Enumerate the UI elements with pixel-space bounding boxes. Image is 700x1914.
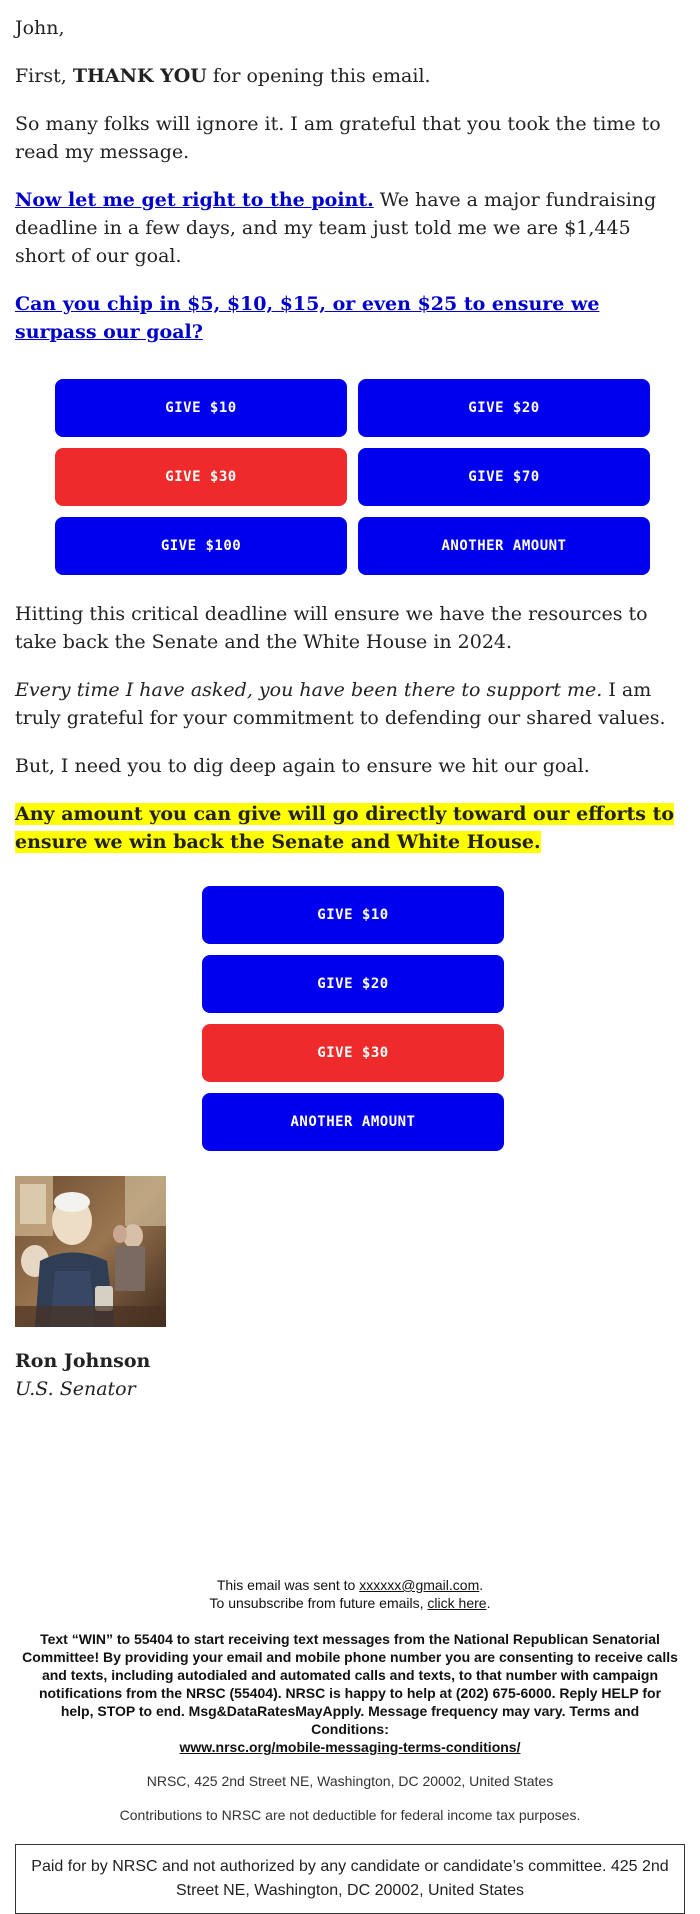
footer-address: NRSC, 425 2nd Street NE, Washington, DC 20002, United States — [146, 1773, 554, 1789]
deadline-paragraph: Hitting this critical deadline will ensure we have the resources to take back the Senate and the White House in 2024. — [15, 603, 648, 653]
footer — [0, 1576, 700, 1824]
give-70-button[interactable]: GIVE $70 — [358, 448, 650, 506]
unsubscribe-pre: To unsubscribe from future emails, — [209, 1595, 428, 1611]
give-10-button[interactable]: GIVE $10 — [55, 379, 347, 437]
support-italic: Every time I have asked, you have been there to support me. — [15, 679, 603, 701]
give-30-button-secondary[interactable]: GIVE $30 — [202, 1024, 504, 1082]
text-notice-body: Text “WIN” to 55404 to start receiving text messages from the National Republican Senatorial Committee! By providing your email and mobile phone number you are consenting to receive calls and texts, including autodialed and automated calls and texts, to that number with campaign notifications from the NRSC (55404). NRSC is happy to help at (202) 675-6000. Reply HELP for help, STOP to end. Msg&DataRatesMayApply. Message frequency may vary. Terms and Conditions: — [22, 1631, 678, 1737]
sent-to-pre: This email was sent to — [216, 1577, 360, 1593]
signature-title: U.S. Senator — [15, 1378, 136, 1400]
unsubscribe-line — [15, 1594, 685, 1612]
thanks-bold: THANK YOU — [72, 65, 207, 87]
paid-for-disclaimer: Paid for by NRSC and not authorized by any candidate or candidate’s committee. 425 2nd Street NE, Washington, DC 20002, United States — [15, 1844, 685, 1914]
point-text: We have a major fundraising deadline in a few days, and my team just told me we are $1,445 short of our goal. — [15, 189, 657, 267]
highlight-text: Any amount you can give will go directly toward our efforts to ensure we win back the Senate and White House. — [15, 803, 675, 853]
thanks-paragraph — [15, 62, 685, 90]
dig-deep-paragraph: But, I need you to dig deep again to ensure we hit our goal. — [15, 755, 590, 777]
point-paragraph — [15, 186, 685, 270]
unsubscribe-link[interactable]: click here — [427, 1595, 487, 1611]
ignore-paragraph: So many folks will ignore it. I am grateful that you took the time to read my message. — [15, 113, 661, 163]
sent-to-post: . — [479, 1577, 484, 1593]
give-20-button[interactable]: GIVE $20 — [358, 379, 650, 437]
donate-button-grid — [55, 379, 660, 575]
thanks-pre: First, — [15, 65, 73, 87]
highlight-paragraph — [15, 800, 685, 856]
support-text: I am truly grateful for your commitment to defending our shared values. — [15, 679, 666, 729]
tax-notice: Contributions to NRSC are not deductible for federal income tax purposes. — [119, 1807, 581, 1823]
greeting: John, — [15, 17, 65, 39]
senator-photo — [15, 1176, 166, 1327]
terms-link[interactable]: www.nrsc.org/mobile-messaging-terms-conditions/ — [179, 1739, 521, 1755]
give-20-button-secondary[interactable]: GIVE $20 — [202, 955, 504, 1013]
another-amount-button-secondary[interactable]: ANOTHER AMOUNT — [202, 1093, 504, 1151]
another-amount-button[interactable]: ANOTHER AMOUNT — [358, 517, 650, 575]
thanks-post: for opening this email. — [206, 65, 431, 87]
unsubscribe-post: . — [486, 1595, 491, 1611]
recipient-email-link[interactable]: xxxxxx@gmail.com — [359, 1577, 480, 1593]
chip-in-link[interactable]: Can you chip in $5, $10, $15, or even $25 to ensure we surpass our goal? — [15, 293, 600, 343]
support-paragraph — [15, 676, 685, 732]
chip-in-paragraph — [15, 290, 685, 346]
give-100-button[interactable]: GIVE $100 — [55, 517, 347, 575]
donate-button-stack — [202, 886, 504, 1151]
give-10-button-secondary[interactable]: GIVE $10 — [202, 886, 504, 944]
text-notice — [15, 1630, 685, 1756]
point-link[interactable]: Now let me get right to the point. — [15, 189, 374, 211]
signature-name: Ron Johnson — [15, 1350, 151, 1372]
give-30-button[interactable]: GIVE $30 — [55, 448, 347, 506]
sent-to-line — [15, 1576, 685, 1594]
